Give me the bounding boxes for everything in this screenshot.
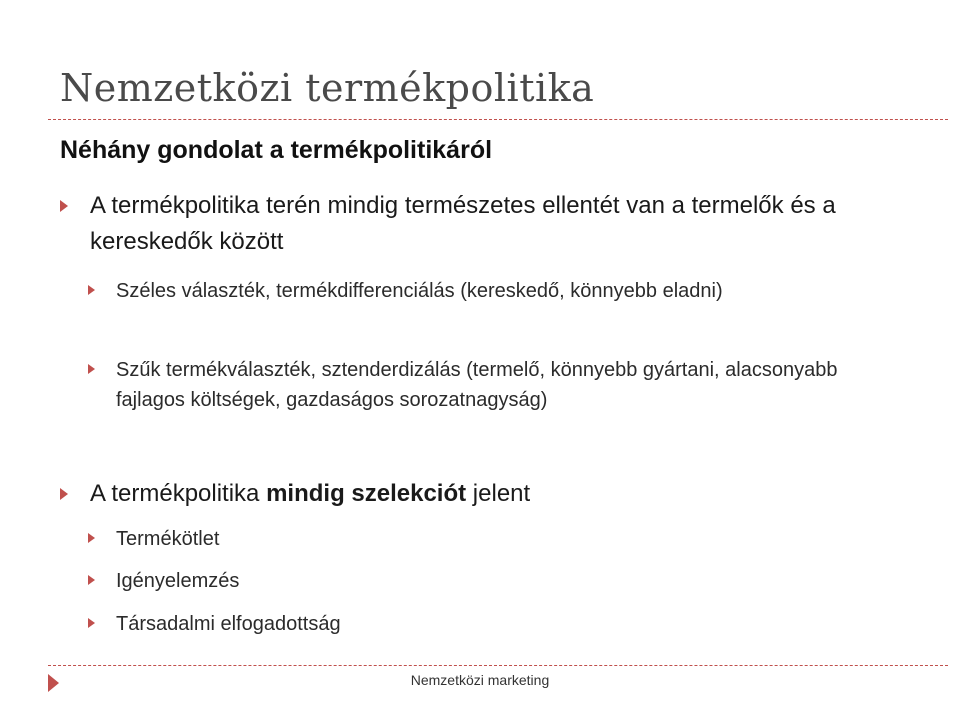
sub-bullet-item-2-3 (88, 609, 888, 639)
slide-subtitle: Néhány gondolat a termékpolitikáról (60, 136, 493, 164)
bullet-text (90, 476, 910, 512)
bullet-text-after: jelent (466, 480, 531, 507)
footer-divider (48, 665, 948, 666)
sub-bullet-text: Szűk termékválaszték, sztenderdizálás (termelő, könnyebb gyártani, alacsonyabb fajlagos költségek, gazdaságos sorozatnagyság) (116, 359, 838, 411)
bullet-text-before: A termékpolitika (90, 480, 267, 507)
slide-title: Nemzetközi termékpolitika (60, 66, 595, 110)
sub-bullet-item-1-1 (88, 276, 888, 306)
sub-bullet-item-1-2 (88, 355, 888, 415)
triangle-bullet-icon (88, 533, 95, 543)
sub-bullet-item-2-1 (88, 524, 888, 554)
sub-bullet-text: Társadalmi elfogadottság (116, 613, 341, 635)
sub-bullet-text: Termékötlet (116, 528, 220, 550)
sub-bullet-text: Igényelemzés (116, 570, 240, 592)
bullet-item-2 (60, 476, 910, 512)
triangle-bullet-icon (88, 618, 95, 628)
triangle-bullet-icon (88, 285, 95, 295)
title-divider (48, 119, 948, 120)
bullet-item-1 (60, 188, 910, 260)
triangle-bullet-icon (60, 200, 68, 212)
sub-bullet-text: Széles választék, termékdifferenciálás (kereskedő, könnyebb eladni) (116, 280, 723, 302)
sub-bullet-item-2-2 (88, 566, 888, 596)
footer-text: Nemzetközi marketing (410, 672, 550, 688)
triangle-bullet-icon (88, 575, 95, 585)
bullet-text: A termékpolitika terén mindig természetes ellentét van a termelők és a kereskedők között (90, 192, 836, 255)
bullet-text-bold: mindig szelekciót (266, 480, 467, 507)
triangle-bullet-icon (60, 488, 68, 500)
triangle-bullet-icon (88, 364, 95, 374)
